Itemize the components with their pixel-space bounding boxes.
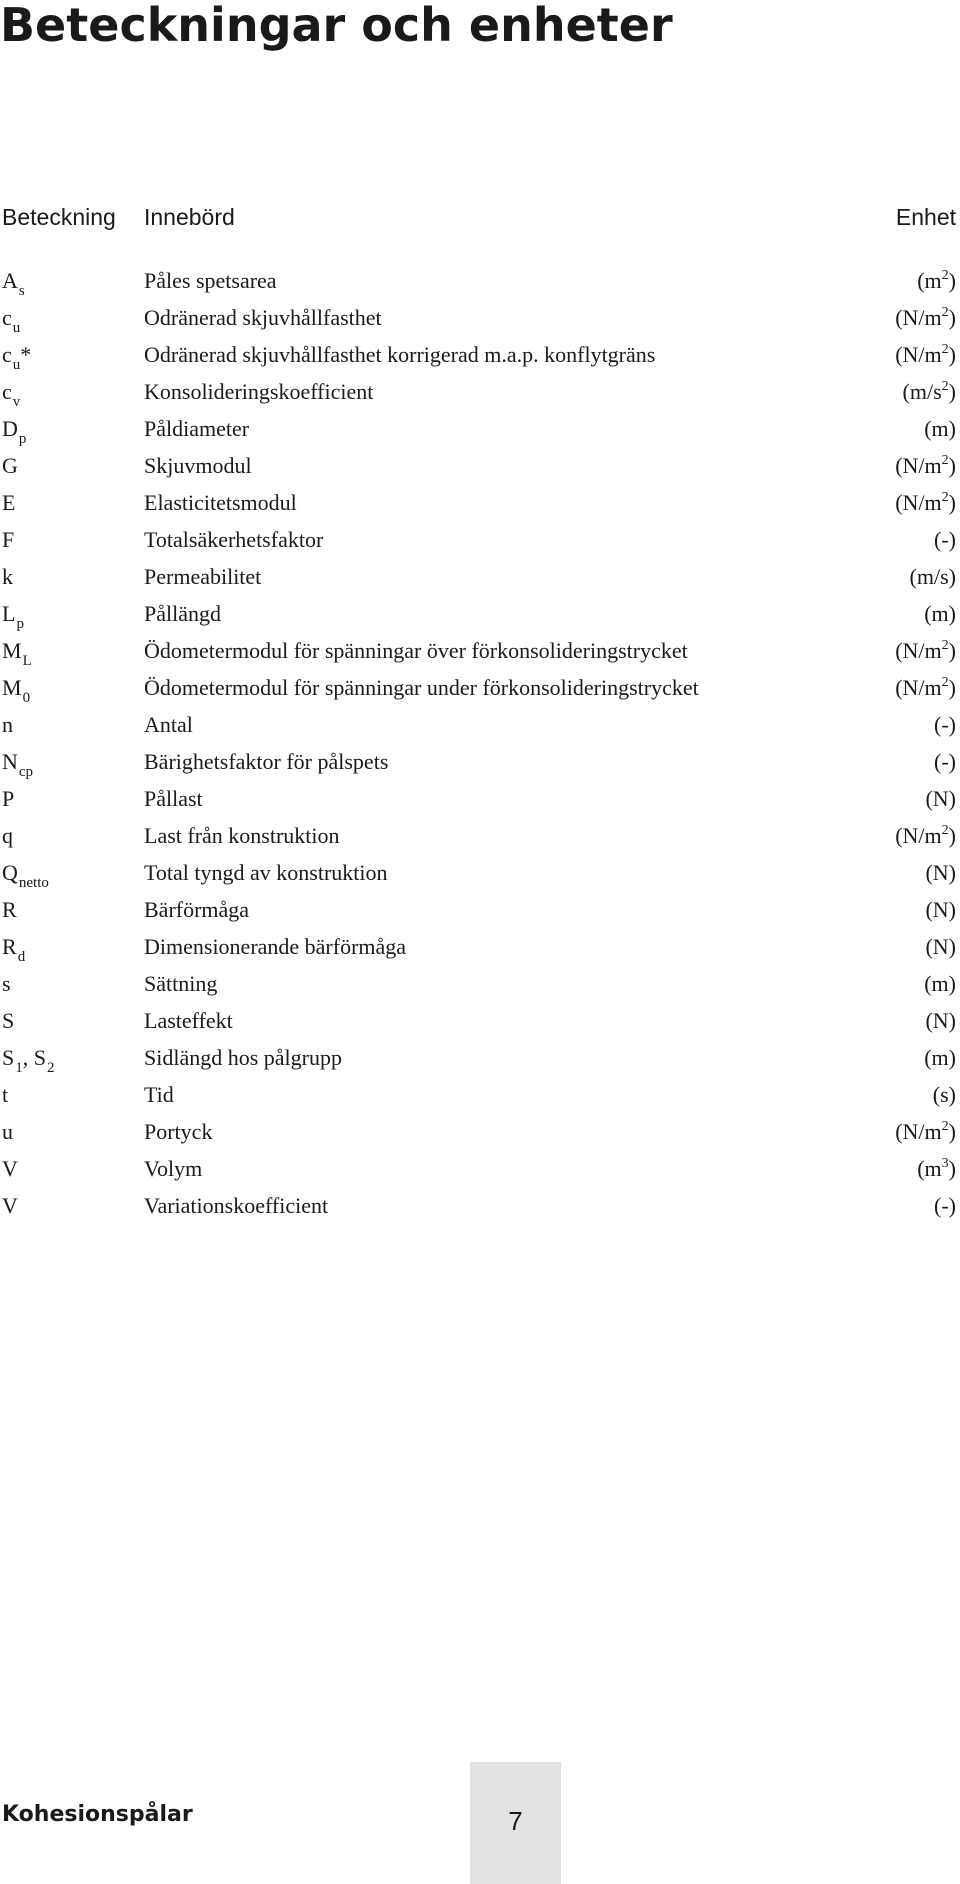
unit-close: ) <box>948 490 956 515</box>
page-title: Beteckningar och enheter <box>0 0 673 52</box>
table-row <box>0 1039 960 1076</box>
symbol-main: L <box>2 601 16 626</box>
meaning-cell: Odränerad skjuvhållfasthet <box>144 305 382 330</box>
unit-close: ) <box>948 268 956 293</box>
symbol-subscript: v <box>12 394 21 410</box>
table-row <box>0 558 960 595</box>
unit-text: (m <box>917 1156 942 1181</box>
unit-close: ) <box>948 638 956 663</box>
unit-close: ) <box>948 1156 956 1181</box>
unit-cell <box>925 780 956 817</box>
page-number-box <box>470 1762 561 1884</box>
unit-text: (N) <box>925 897 956 922</box>
unit-close: ) <box>948 453 956 478</box>
symbol-main: S <box>2 1008 15 1033</box>
meaning-cell: Bärighetsfaktor för pålspets <box>144 749 389 774</box>
symbol-main: s <box>2 971 11 996</box>
symbol-subscript: p <box>18 431 27 447</box>
table-row <box>0 410 960 447</box>
meaning-cell: Permeabilitet <box>144 564 262 589</box>
unit-exponent: 2 <box>941 305 949 320</box>
unit-close: ) <box>948 1119 956 1144</box>
unit-cell <box>925 1002 956 1039</box>
table-row <box>0 484 960 521</box>
symbol-main: Q <box>2 860 18 885</box>
symbol-cell <box>2 410 26 447</box>
unit-cell <box>924 1039 956 1076</box>
unit-exponent: 2 <box>941 675 949 690</box>
symbol-main: G <box>2 453 18 478</box>
meaning-cell: Last från konstruktion <box>144 823 340 848</box>
symbol-subscript: 1 <box>15 1060 23 1076</box>
symbol-cell <box>2 373 20 410</box>
symbol-main: A <box>2 268 18 293</box>
unit-exponent: 2 <box>941 1119 949 1134</box>
symbol-subscript: netto <box>18 875 49 891</box>
table-row <box>0 1113 960 1150</box>
symbol-cell <box>2 1002 14 1039</box>
meaning-cell: Portyck <box>144 1119 213 1144</box>
unit-close: ) <box>948 823 956 848</box>
symbol-suffix: , S <box>22 1045 46 1070</box>
table-row <box>0 373 960 410</box>
meaning-cell: Bärförmåga <box>144 897 250 922</box>
symbol-main: S <box>2 1045 15 1070</box>
meaning-cell: Pållängd <box>144 601 221 626</box>
unit-cell <box>924 965 956 1002</box>
symbol-cell <box>2 1076 8 1113</box>
unit-text: (s) <box>932 1082 956 1107</box>
unit-cell <box>895 299 956 336</box>
symbol-main: c <box>2 342 12 367</box>
symbol-suffix: * <box>20 342 32 367</box>
unit-cell <box>895 484 956 521</box>
symbol-cell <box>2 632 32 669</box>
unit-cell <box>934 521 956 558</box>
unit-close: ) <box>948 379 956 404</box>
symbol-cell <box>2 262 25 299</box>
unit-text: (-) <box>934 712 956 737</box>
symbol-cell <box>2 1039 55 1076</box>
symbol-main: V <box>2 1156 18 1181</box>
unit-exponent: 2 <box>941 823 949 838</box>
symbol-cell <box>2 780 14 817</box>
unit-text: (N/m <box>895 453 942 478</box>
symbol-cell <box>2 817 13 854</box>
table-row <box>0 299 960 336</box>
meaning-cell: Volym <box>144 1156 203 1181</box>
symbol-subscript-2: 2 <box>47 1060 55 1076</box>
table-row <box>0 743 960 780</box>
meaning-cell: Lasteffekt <box>144 1008 233 1033</box>
footer-label: Kohesionspålar <box>2 1802 193 1827</box>
unit-close: ) <box>948 305 956 330</box>
table-row <box>0 706 960 743</box>
header-symbol: Beteckning <box>2 204 116 230</box>
unit-close: ) <box>948 675 956 700</box>
symbol-main: k <box>2 564 13 589</box>
unit-cell <box>895 447 956 484</box>
symbol-main: P <box>2 786 15 811</box>
meaning-cell: Skjuvmodul <box>144 453 252 478</box>
symbol-cell <box>2 1113 13 1150</box>
meaning-cell: Antal <box>144 712 193 737</box>
symbol-cell <box>2 1150 18 1187</box>
symbol-cell <box>2 447 18 484</box>
unit-cell <box>925 928 956 965</box>
symbol-cell <box>2 854 49 891</box>
symbol-cell <box>2 891 17 928</box>
symbol-main: c <box>2 379 12 404</box>
meaning-cell: Odränerad skjuvhållfasthet korrigerad m.a.p. konflytgräns <box>144 342 656 367</box>
meaning-cell: Sättning <box>144 971 218 996</box>
unit-cell <box>934 743 956 780</box>
unit-text: (-) <box>934 527 956 552</box>
unit-cell <box>895 817 956 854</box>
symbol-cell <box>2 669 30 706</box>
unit-cell <box>895 1113 956 1150</box>
unit-exponent: 2 <box>941 453 949 468</box>
unit-exponent: 3 <box>941 1156 949 1171</box>
symbol-main: c <box>2 305 12 330</box>
table-row <box>0 1150 960 1187</box>
unit-cell <box>934 706 956 743</box>
meaning-cell: Elasticitetsmodul <box>144 490 297 515</box>
symbol-main: D <box>2 416 18 441</box>
unit-text: (N) <box>925 1008 956 1033</box>
meaning-cell: Pållast <box>144 786 203 811</box>
table-row <box>0 669 960 706</box>
symbol-main: V <box>2 1193 18 1218</box>
unit-cell <box>933 1076 956 1113</box>
symbol-main: F <box>2 527 15 552</box>
unit-cell <box>934 1187 956 1224</box>
symbol-main: t <box>2 1082 9 1107</box>
unit-text: (m/s <box>902 379 942 404</box>
symbol-subscript: s <box>18 283 25 299</box>
unit-cell <box>924 410 956 447</box>
table-row <box>0 336 960 373</box>
page-number: 7 <box>508 1806 523 1836</box>
table-row <box>0 928 960 965</box>
symbol-subscript: u <box>12 357 21 373</box>
unit-exponent: 2 <box>941 638 949 653</box>
unit-close: ) <box>948 342 956 367</box>
symbol-cell <box>2 706 13 743</box>
unit-text: (N/m <box>895 305 942 330</box>
table-row <box>0 632 960 669</box>
unit-text: (N/m <box>895 675 942 700</box>
table-row <box>0 447 960 484</box>
notation-table <box>0 262 960 1224</box>
table-row <box>0 965 960 1002</box>
unit-text: (N/m <box>895 490 942 515</box>
symbol-cell <box>2 743 33 780</box>
unit-text: (N/m <box>895 1119 942 1144</box>
unit-cell <box>910 558 956 595</box>
symbol-cell <box>2 558 13 595</box>
meaning-cell: Ödometermodul för spänningar över förkonsolideringstrycket <box>144 638 688 663</box>
symbol-cell <box>2 928 25 965</box>
meaning-cell: Dimensionerande bärförmåga <box>144 934 407 959</box>
table-row <box>0 817 960 854</box>
unit-text: (N/m <box>895 638 942 663</box>
unit-text: (N) <box>925 934 956 959</box>
unit-cell <box>895 632 956 669</box>
symbol-cell <box>2 1187 18 1224</box>
meaning-cell: Variationskoefficient <box>144 1193 329 1218</box>
meaning-cell: Påldiameter <box>144 416 250 441</box>
unit-cell <box>917 262 956 299</box>
table-row <box>0 891 960 928</box>
header-meaning: Innebörd <box>144 204 235 230</box>
unit-text: (m/s) <box>909 564 956 589</box>
unit-text: (-) <box>934 749 956 774</box>
symbol-main: u <box>2 1119 13 1144</box>
unit-text: (N) <box>925 860 956 885</box>
meaning-cell: Tid <box>144 1082 174 1107</box>
unit-cell <box>925 891 956 928</box>
unit-cell <box>925 854 956 891</box>
unit-exponent: 2 <box>941 379 949 394</box>
symbol-main: R <box>2 897 17 922</box>
symbol-cell <box>2 299 20 336</box>
symbol-main: M <box>2 675 22 700</box>
symbol-subscript: d <box>17 949 26 965</box>
unit-exponent: 2 <box>941 268 949 283</box>
symbol-cell <box>2 484 15 521</box>
table-row <box>0 595 960 632</box>
unit-cell <box>895 336 956 373</box>
unit-exponent: 2 <box>941 342 949 357</box>
symbol-cell <box>2 521 14 558</box>
unit-text: (m) <box>924 416 956 441</box>
symbol-cell <box>2 965 11 1002</box>
table-row <box>0 1187 960 1224</box>
symbol-main: q <box>2 823 13 848</box>
unit-text: (N) <box>925 786 956 811</box>
symbol-subscript: u <box>12 320 21 336</box>
table-row <box>0 262 960 299</box>
unit-cell <box>917 1150 956 1187</box>
symbol-main: N <box>2 749 18 774</box>
unit-cell <box>903 373 956 410</box>
table-row <box>0 780 960 817</box>
table-row <box>0 854 960 891</box>
symbol-main: R <box>2 934 17 959</box>
unit-text: (m) <box>924 601 956 626</box>
unit-text: (N/m <box>895 823 942 848</box>
symbol-main: E <box>2 490 16 515</box>
symbol-subscript: 0 <box>22 690 31 706</box>
header-unit: Enhet <box>895 204 956 230</box>
meaning-cell: Sidlängd hos pålgrupp <box>144 1045 342 1070</box>
unit-exponent: 2 <box>941 490 949 505</box>
table-row <box>0 1002 960 1039</box>
symbol-subscript: p <box>16 616 24 632</box>
table-row <box>0 1076 960 1113</box>
unit-text: (N/m <box>895 342 942 367</box>
unit-cell <box>924 595 956 632</box>
symbol-subscript: cp <box>18 764 34 780</box>
meaning-cell: Total tyngd av konstruktion <box>144 860 388 885</box>
meaning-cell: Påles spetsarea <box>144 268 277 293</box>
meaning-cell: Konsolideringskoefficient <box>144 379 374 404</box>
meaning-cell: Totalsäkerhetsfaktor <box>144 527 324 552</box>
unit-cell <box>895 669 956 706</box>
symbol-cell <box>2 336 31 373</box>
unit-text: (-) <box>934 1193 956 1218</box>
unit-text: (m) <box>924 971 956 996</box>
symbol-subscript: L <box>22 653 32 669</box>
symbol-cell <box>2 595 24 632</box>
symbol-main: n <box>2 712 13 737</box>
table-row <box>0 521 960 558</box>
meaning-cell: Ödometermodul för spänningar under förkonsolideringstrycket <box>144 675 699 700</box>
unit-text: (m) <box>924 1045 956 1070</box>
unit-text: (m <box>917 268 942 293</box>
symbol-main: M <box>2 638 22 663</box>
